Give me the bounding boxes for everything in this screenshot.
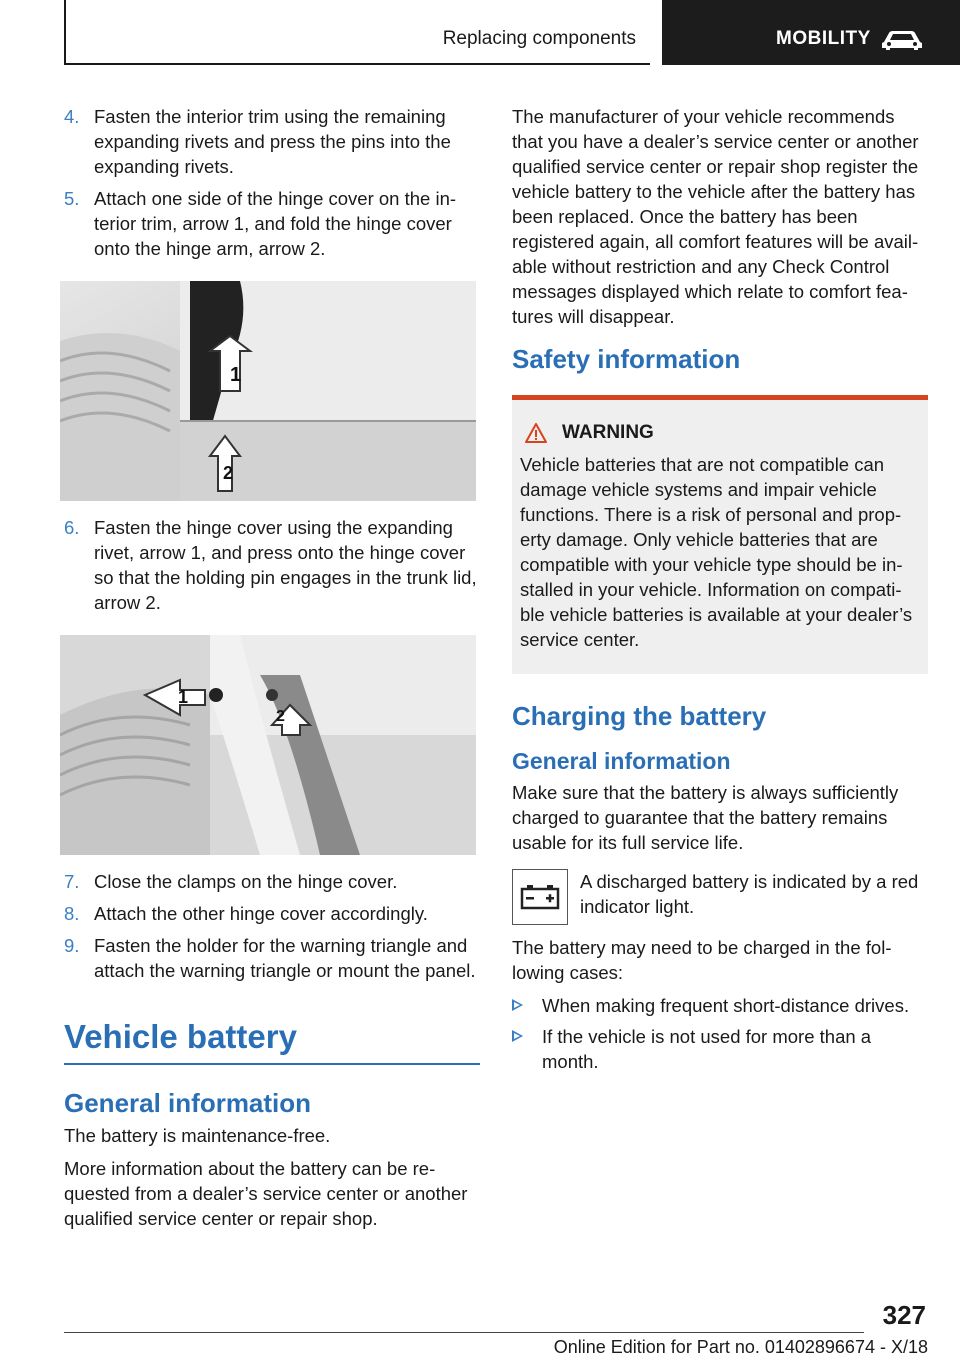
warning-box [512, 395, 928, 674]
step-text: Fasten the hinge cover using the expanding rivet, arrow 1, and press onto the hinge cover so that the holding pin engages in the trunk lid, arrow 2. [94, 517, 477, 613]
chapter-tab [662, 0, 960, 65]
section-heading-vehicle-battery: Vehicle battery [64, 1018, 297, 1055]
bullet-triangle-icon [512, 999, 523, 1011]
warning-label: WARNING [562, 422, 654, 443]
bullet-triangle-icon [512, 1030, 523, 1042]
fig2-label-2: 2 [276, 708, 285, 725]
hinge-cover-illustration-1 [60, 281, 476, 501]
paragraph: More information about the battery can be requested from a dealer’s service center or another qualified service center or repair shop. [64, 1158, 468, 1229]
paragraph: Make sure that the battery is always sufficiently charged to guarantee that the battery remains usable for its full service life. [512, 782, 899, 853]
step-5 [64, 186, 480, 261]
battery-indicator-row [512, 869, 928, 925]
warning-triangle-icon [524, 422, 548, 444]
step-6 [64, 515, 480, 615]
step-text: Close the clamps on the hinge cover. [94, 871, 398, 892]
step-number: 9. [64, 935, 80, 956]
step-9 [64, 933, 480, 983]
step-number: 4. [64, 106, 80, 127]
subheading-general-information: General information [64, 1088, 312, 1118]
list-item-text: When making frequent short-distance drives. [542, 995, 910, 1016]
warning-text: Vehicle batteries that are not compatible can damage vehicle systems and impair vehicle functions. There is a risk of personal and property damage. Only vehicle batteries that are compatible with your vehicle type should be installed in your vehicle. Information on compatible vehicle batteries is available at your dealer’s service center. [520, 454, 913, 650]
subheading-charging-general-information: General information [512, 748, 731, 774]
heading-safety-information: Safety information [512, 344, 741, 374]
step-number: 6. [64, 517, 80, 538]
list-item [512, 1024, 928, 1074]
fig1-label-2: 2 [223, 463, 234, 483]
car-icon [880, 28, 924, 52]
right-column [512, 104, 928, 1080]
list-item-text: If the vehicle is not used for more than a month. [542, 1026, 872, 1072]
heading-rule [64, 1063, 480, 1065]
step-8 [64, 901, 480, 926]
left-column [64, 104, 480, 1239]
footer-text: Online Edition for Part no. 01402896674 - X/18 [553, 1337, 928, 1357]
paragraph: The manufacturer of your vehicle recommends that you have a dealer’s service center or another qualified service center or repair shop register the vehicle battery to the vehicle after the battery has been replaced. Once the battery has been registered again, all comfort features will be available without restriction and any Check Control messages displayed which relate to comfort features will disappear. [512, 106, 919, 327]
footer-rule [64, 1332, 864, 1333]
step-7 [64, 869, 480, 894]
chapter-label: MOBILITY [776, 28, 871, 49]
step-number: 5. [64, 188, 80, 209]
step-4 [64, 104, 480, 179]
step-text: Attach the other hinge cover accordingly. [94, 903, 428, 924]
step-text: Attach one side of the hinge cover on the interior trim, arrow 1, and fold the hinge cover onto the hinge arm, arrow 2. [94, 188, 457, 259]
fig2-label-1: 1 [178, 687, 189, 707]
section-title: Replacing components [442, 28, 636, 49]
page-number: 327 [882, 1300, 926, 1330]
header-bottom-line [64, 63, 650, 65]
step-text: Fasten the interior trim using the remaining expanding rivets and press the pins into the expanding rivets. [94, 106, 451, 177]
step-number: 8. [64, 903, 80, 924]
fig1-label-1: 1 [230, 364, 242, 386]
step-number: 7. [64, 871, 80, 892]
step-text: Fasten the holder for the warning triangle and attach the warning triangle or mount the panel. [94, 935, 476, 981]
battery-indicator-icon [512, 869, 568, 925]
warning-title [524, 422, 920, 444]
hinge-cover-illustration-2 [60, 635, 476, 855]
paragraph: The battery is maintenance-free. [64, 1125, 331, 1146]
list-item [512, 993, 928, 1018]
paragraph: The battery may need to be charged in the following cases: [512, 937, 892, 983]
battery-note: A discharged battery is indicated by a red indicator light. [580, 871, 919, 917]
heading-charging-the-battery: Charging the battery [512, 701, 767, 731]
